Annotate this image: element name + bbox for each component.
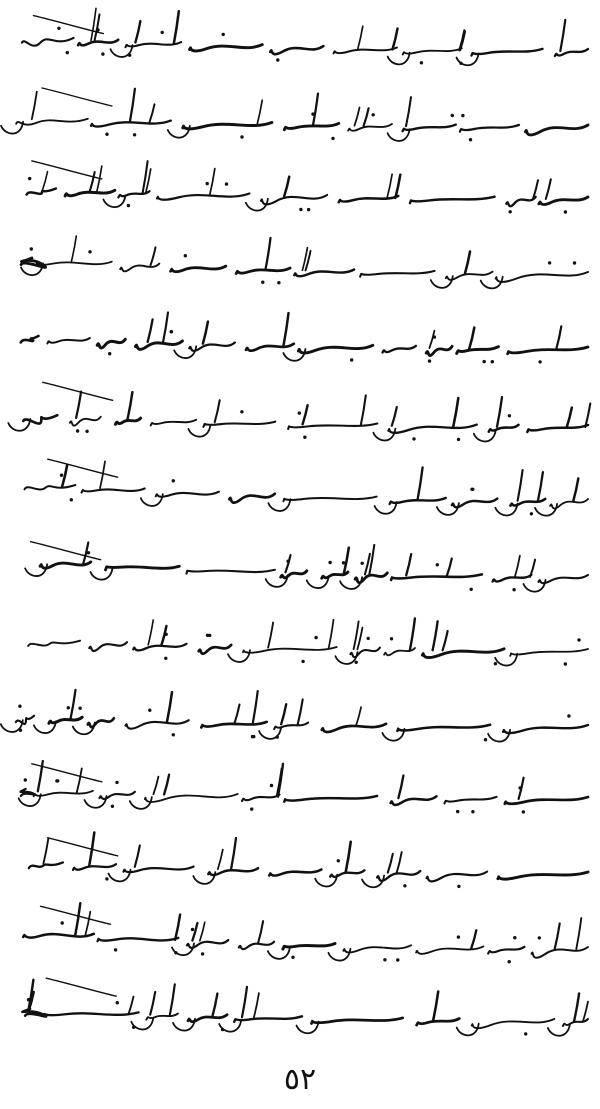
manuscript-line — [29, 833, 588, 889]
manuscript-line — [21, 236, 588, 288]
manuscript-line — [1, 88, 588, 141]
manuscript-line — [1, 690, 588, 742]
manuscript-line — [8, 382, 590, 441]
manuscript-line — [25, 542, 588, 592]
manuscript-line — [22, 978, 588, 1036]
manuscript-line — [21, 312, 588, 363]
manuscript-line — [23, 903, 588, 963]
manuscript-line — [19, 761, 588, 814]
manuscript-line — [25, 459, 589, 515]
manuscript-line — [28, 619, 588, 666]
manuscript-line — [22, 8, 588, 65]
manuscript-line — [27, 161, 588, 214]
page-number: ٥٢ — [283, 1062, 317, 1097]
